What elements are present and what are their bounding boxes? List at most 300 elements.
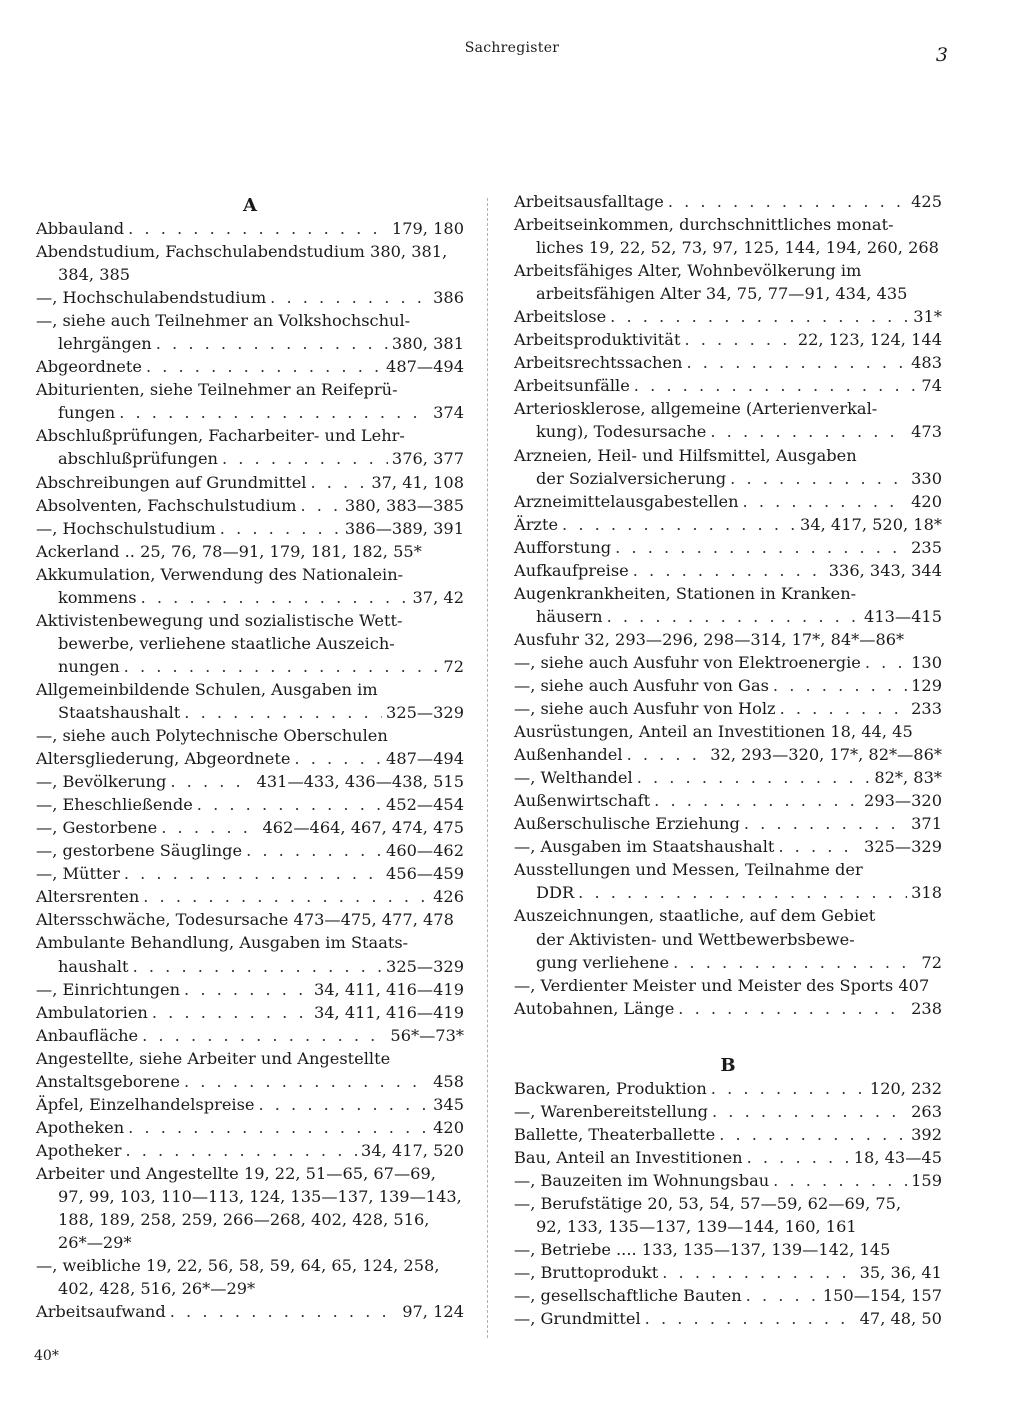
entry-term: Arbeitsrechtssachen [514, 353, 683, 373]
dot-leader [270, 286, 429, 309]
index-entry [514, 490, 942, 513]
index-entry [514, 743, 942, 766]
index-entry-line [514, 674, 942, 697]
dot-leader [161, 816, 258, 839]
dot-leader [686, 351, 907, 374]
index-entry [36, 286, 464, 309]
index-entry-line [514, 904, 942, 927]
index-entry-line [514, 190, 942, 213]
dot-leader [662, 1261, 855, 1284]
entry-page-refs: 456—459 [386, 864, 464, 884]
entry-term: der Sozialversicherung [536, 468, 727, 488]
index-entry [514, 397, 942, 443]
entry-page-refs: 35, 36, 41 [859, 1263, 942, 1283]
index-entry [36, 724, 464, 747]
dot-leader [184, 1070, 429, 1093]
index-entry-line [514, 513, 942, 536]
index-entry-line [514, 651, 942, 674]
index-entry [36, 1139, 464, 1162]
entry-term: Arzneien, Heil- und Hilfsmittel, Ausgaben [514, 445, 857, 465]
dot-leader [712, 1100, 907, 1123]
entry-page-refs: 72 [921, 952, 942, 972]
index-entry [514, 1169, 942, 1192]
index-entry-line [514, 236, 942, 259]
dot-leader [119, 401, 429, 424]
index-entry-line [514, 928, 942, 951]
index-entry [36, 839, 464, 862]
entry-term: —, gestorbene Säuglinge [36, 841, 243, 861]
entry-term: —, Grundmittel [514, 1309, 641, 1329]
entry-term: —, Gestorbene [36, 818, 158, 838]
entry-page-refs: 318 [911, 883, 942, 903]
dot-leader [678, 997, 907, 1020]
entry-page-refs: 462—464, 467, 474, 475 [262, 818, 464, 838]
index-entry-line [36, 447, 464, 470]
index-entry-line [36, 586, 464, 609]
index-entry-line [514, 605, 942, 628]
index-entry [36, 517, 464, 540]
index-entry-line [36, 378, 464, 401]
index-entry [514, 1284, 942, 1307]
entry-page-refs: 47, 48, 50 [859, 1309, 942, 1329]
index-entry-line [514, 467, 942, 490]
entry-page-refs: 325—329 [386, 956, 464, 976]
entry-page-refs: 37, 42 [412, 587, 464, 607]
index-entry-line [36, 1254, 464, 1277]
signature-mark: 40* [34, 1348, 59, 1364]
entry-page-refs: 263 [911, 1101, 942, 1121]
entry-term: häusern [536, 606, 603, 626]
index-entry-line [36, 1070, 464, 1093]
index-entry-line [514, 1284, 942, 1307]
index-entry [514, 213, 942, 259]
entry-term: Apotheker [36, 1140, 122, 1160]
entry-page-refs: 380, 383—385 [344, 495, 464, 515]
entry-term: abschlußprüfungen [58, 449, 218, 469]
index-entry [36, 978, 464, 1001]
index-entry-line [514, 1192, 942, 1215]
entry-term: arbeitsfähigen Alter 34, 75, 77—91, 434, 435 [536, 284, 908, 304]
entry-term: lehrgängen [58, 334, 152, 354]
entry-term: —, Berufstätige 20, 53, 54, 57—59, 62—69, 75, [514, 1193, 902, 1213]
entry-term: —, siehe auch Ausfuhr von Elektroenergie [514, 652, 861, 672]
entry-page-refs: 34, 417, 520, 18* [800, 514, 942, 534]
entry-term: Auszeichnungen, staatliche, auf dem Gebiet [514, 906, 876, 926]
entry-term: haushalt [58, 956, 129, 976]
index-entry-line [36, 263, 464, 286]
entry-page-refs: 72 [443, 656, 464, 676]
index-entry-line [514, 1077, 942, 1100]
index-entry-line [36, 632, 464, 655]
dot-leader [634, 374, 918, 397]
index-entry-line [514, 259, 942, 282]
entry-page-refs: 374 [433, 403, 464, 423]
index-entry [514, 628, 942, 651]
index-entry-line [36, 908, 464, 931]
entry-term: —, gesellschaftliche Bauten [514, 1286, 742, 1306]
entry-term: kung), Todesursache [536, 422, 707, 442]
entry-term: —, Bruttoprodukt [514, 1263, 659, 1283]
entry-term: —, Eheschließende [36, 795, 193, 815]
entry-page-refs: 487—494 [386, 749, 464, 769]
dot-leader [146, 355, 382, 378]
entry-page-refs: 233 [911, 699, 942, 719]
entry-page-refs: 458 [433, 1071, 464, 1091]
entry-term: Akkumulation, Verwendung des Nationalein- [36, 564, 404, 584]
entry-page-refs: 34, 417, 520 [361, 1140, 464, 1160]
entry-term: Augenkrankheiten, Stationen in Kranken- [514, 583, 857, 603]
dot-leader [124, 862, 382, 885]
index-entry-line [36, 701, 464, 724]
index-entry [514, 582, 942, 628]
index-entry [514, 766, 942, 789]
entry-page-refs: 392 [911, 1124, 942, 1144]
dot-leader [865, 651, 907, 674]
dot-leader [246, 839, 382, 862]
dot-leader [610, 305, 909, 328]
entry-page-refs: 32, 293—320, 17*, 82*—86* [710, 745, 942, 765]
entry-page-refs: 325—329 [386, 702, 464, 722]
dot-leader [654, 789, 860, 812]
entry-term: Aktivistenbewegung und sozialistische Wett- [36, 610, 403, 630]
entry-term: Staatshaushalt [58, 702, 181, 722]
index-entry-line [514, 1169, 942, 1192]
entry-term: —, siehe auch Ausfuhr von Gas [514, 675, 769, 695]
entry-page-refs: 179, 180 [391, 219, 464, 238]
entry-term: —, Warenbereitstellung [514, 1101, 709, 1121]
index-entry [514, 536, 942, 559]
entry-term: Apotheken [36, 1117, 125, 1137]
entry-term: Arbeitslose [514, 307, 607, 327]
entry-page-refs: 371 [911, 814, 942, 834]
entry-term: Ausfuhr 32, 293—296, 298—314, 17*, 84*—86* [514, 629, 905, 649]
entry-term: Ambulatorien [36, 1002, 148, 1022]
entry-term: —, siehe auch Ausfuhr von Holz [514, 699, 776, 719]
dot-leader [578, 881, 907, 904]
index-entry-line [36, 217, 464, 240]
index-entry-line [36, 1116, 464, 1139]
entry-page-refs: 82*, 83* [874, 768, 942, 788]
dot-leader [645, 1307, 856, 1330]
entry-term: 384, 385 [58, 265, 131, 285]
dot-leader [184, 701, 382, 724]
entry-term: Altersrenten [36, 887, 140, 907]
entry-page-refs: 330 [911, 468, 942, 488]
index-entry [36, 931, 464, 977]
index-entry-line [36, 839, 464, 862]
index-entry [36, 678, 464, 724]
entry-page-refs: 325—329 [864, 837, 942, 857]
entry-page-refs: 120, 232 [869, 1078, 942, 1098]
entry-term: Aufkaufpreise [514, 560, 629, 580]
entry-term: Angestellte, siehe Arbeiter und Angestellte [36, 1048, 391, 1068]
entry-page-refs: 235 [911, 537, 942, 557]
entry-page-refs: 56*—73* [390, 1025, 464, 1045]
entry-term: liches 19, 22, 52, 73, 97, 125, 144, 194, 260, 268 [536, 238, 939, 258]
entry-term: Abiturienten, siehe Teilnehmer an Reifeprü- [36, 380, 398, 400]
index-entry-line [514, 213, 942, 236]
dot-leader [673, 951, 917, 974]
index-entry-line [36, 885, 464, 908]
entry-term: Ackerland .. 25, 76, 78—91, 179, 181, 182, 55* [36, 541, 422, 561]
index-entry-line [36, 793, 464, 816]
dot-leader [607, 605, 860, 628]
index-entry-line [514, 720, 942, 743]
entry-term: —, Mütter [36, 864, 120, 884]
entry-term: Arbeitsunfälle [514, 376, 630, 396]
index-entry [36, 240, 464, 286]
index-entry-line [514, 582, 942, 605]
dot-leader [746, 1284, 819, 1307]
index-entry [36, 1093, 464, 1116]
index-entry [36, 1254, 464, 1300]
entry-term: Altersschwäche, Todesursache 473—475, 477, 478 [36, 910, 454, 930]
index-entry [36, 1162, 464, 1254]
index-entry [514, 789, 942, 812]
index-column-left [36, 190, 464, 1323]
index-entry-line [514, 1100, 942, 1123]
entry-term: —, weibliche 19, 22, 56, 58, 59, 64, 65, 124, 258, [36, 1256, 440, 1276]
entry-page-refs: 380, 381 [391, 334, 464, 354]
entry-term: Backwaren, Produktion [514, 1078, 707, 1098]
entry-term: Anstaltsgeborene [36, 1071, 180, 1091]
entry-page-refs: 37, 41, 108 [371, 472, 464, 492]
dot-leader [125, 1139, 357, 1162]
section-letter-a: A [243, 195, 257, 216]
dot-leader [222, 447, 388, 470]
entry-page-refs: 22, 123, 124, 144 [797, 330, 942, 350]
entry-term: 188, 189, 258, 259, 266—268, 402, 428, 516, [58, 1210, 430, 1230]
dot-leader [710, 420, 907, 443]
entry-term: Abschreibungen auf Grundmittel [36, 472, 307, 492]
index-entry [514, 559, 942, 582]
entry-page-refs: 130 [911, 652, 942, 672]
index-entry [514, 651, 942, 674]
index-entry [514, 190, 942, 213]
entry-page-refs: 386 [433, 288, 464, 308]
entry-term: —, Welthandel [514, 768, 633, 788]
index-entry-line [36, 724, 464, 747]
index-entry [36, 770, 464, 793]
entry-page-refs: 460—462 [386, 841, 464, 861]
entry-term: 97, 99, 103, 110—113, 124, 135—137, 139—143, [58, 1186, 462, 1206]
index-entry [36, 747, 464, 770]
entry-page-refs: 34, 411, 416—419 [313, 979, 464, 999]
index-entry [514, 444, 942, 490]
entry-term: Altersgliederung, Abgeordnete [36, 749, 291, 769]
entry-term: —, Betriebe .... 133, 135—137, 139—142, 145 [514, 1240, 891, 1260]
index-entry [36, 609, 464, 678]
index-entry-line [514, 997, 942, 1020]
entry-term: Abschlußprüfungen, Facharbeiter- und Lehr- [36, 426, 405, 446]
entry-page-refs: 487—494 [386, 357, 464, 377]
dot-leader [730, 467, 907, 490]
index-entry-line [36, 355, 464, 378]
entry-term: Autobahnen, Länge [514, 998, 675, 1018]
dot-leader [141, 586, 409, 609]
index-entry-line [36, 862, 464, 885]
index-entry-line [36, 1300, 464, 1323]
index-entry [36, 816, 464, 839]
index-entry [514, 1261, 942, 1284]
index-entry-line [514, 444, 942, 467]
entry-term: —, Hochschulabendstudium [36, 288, 267, 308]
index-entry-line [36, 332, 464, 355]
index-entry [514, 1100, 942, 1123]
index-entry-line [514, 1261, 942, 1284]
entry-term: Abbauland [36, 219, 125, 238]
index-entry-line [36, 770, 464, 793]
dot-leader [142, 1024, 386, 1047]
dot-leader [124, 655, 440, 678]
section-letter-b: B [720, 1054, 736, 1076]
index-entry-line [36, 1162, 464, 1185]
index-entry [36, 885, 464, 908]
entry-term: 26*—29* [58, 1233, 132, 1253]
entry-term: kommens [58, 587, 137, 607]
index-entry-line [514, 951, 942, 974]
index-entry [36, 471, 464, 494]
index-entry-line [36, 747, 464, 770]
index-entry [514, 259, 942, 305]
index-entry [514, 1123, 942, 1146]
entry-page-refs: 425 [911, 192, 942, 211]
entry-term: —, Ausgaben im Staatshaushalt [514, 837, 775, 857]
index-entry-line [36, 494, 464, 517]
entry-term: 92, 133, 135—137, 139—144, 160, 161 [536, 1216, 857, 1236]
index-entry-line [514, 536, 942, 559]
entry-page-refs: 293—320 [864, 791, 942, 811]
index-entry-line [514, 697, 942, 720]
entry-term: fungen [58, 403, 116, 423]
index-entry-line [36, 655, 464, 678]
dot-leader [294, 747, 382, 770]
entry-term: Arzneimittelausgabestellen [514, 491, 739, 511]
dot-leader [633, 559, 825, 582]
entry-term: —, Bauzeiten im Wohnungsbau [514, 1170, 770, 1190]
entry-term: —, Einrichtungen [36, 979, 181, 999]
dot-leader [684, 328, 793, 351]
index-entry [514, 1146, 942, 1169]
index-entry-line [36, 816, 464, 839]
dot-leader [773, 674, 907, 697]
index-entry-line [36, 978, 464, 1001]
entry-term: Arbeitsproduktivität [514, 330, 681, 350]
index-entry-line [514, 397, 942, 420]
section-spacer [514, 1020, 942, 1050]
entry-term: Anbaufläche [36, 1025, 139, 1045]
index-entry [36, 217, 464, 240]
entry-term: Äpfel, Einzelhandelspreise [36, 1094, 255, 1114]
index-entry [36, 1001, 464, 1024]
dot-leader [773, 1169, 907, 1192]
index-entry [36, 862, 464, 885]
index-entry [514, 697, 942, 720]
index-entry-line [514, 1146, 942, 1169]
entry-term: Außenwirtschaft [514, 791, 651, 811]
index-entry [514, 674, 942, 697]
entry-page-refs: 420 [433, 1117, 464, 1137]
entry-page-refs: 420 [911, 491, 942, 511]
entry-page-refs: 18, 43—45 [853, 1147, 942, 1167]
dot-leader [170, 1300, 398, 1323]
index-entry [514, 513, 942, 536]
index-entry-line [36, 309, 464, 332]
index-entry [514, 374, 942, 397]
index-entry-line [514, 305, 942, 328]
dot-leader [615, 536, 907, 559]
dot-leader [747, 1146, 850, 1169]
index-entry [514, 858, 942, 904]
dot-leader [152, 1001, 310, 1024]
index-entry-line [514, 328, 942, 351]
dot-leader [220, 517, 341, 540]
index-entry-line [514, 1123, 942, 1146]
index-entry-line [514, 1238, 942, 1261]
index-entry [36, 1070, 464, 1093]
index-entry-line [36, 1185, 464, 1208]
entry-term: Absolventen, Fachschulstudium [36, 495, 297, 515]
dot-leader [184, 978, 310, 1001]
index-entry [36, 494, 464, 517]
entry-page-refs: 413—415 [864, 606, 942, 626]
dot-leader [743, 490, 908, 513]
entry-term: Ballette, Theaterballette [514, 1124, 716, 1144]
dot-leader [637, 766, 871, 789]
entry-term: Arbeitseinkommen, durchschnittliches monat- [514, 215, 894, 235]
entry-term: Aufforstung [514, 537, 612, 557]
entry-term: —, Hochschulstudium [36, 518, 216, 538]
entry-page-refs: 150—154, 157 [822, 1286, 942, 1306]
entry-page-refs: 34, 411, 416—419 [313, 1002, 464, 1022]
dot-leader [562, 513, 796, 536]
index-entry [36, 424, 464, 470]
index-entry-line [514, 628, 942, 651]
index-entry-line [514, 351, 942, 374]
index-entry-line [36, 286, 464, 309]
index-entry [514, 305, 942, 328]
entry-term: bewerbe, verliehene staatliche Auszeich- [58, 633, 395, 653]
index-entry [514, 812, 942, 835]
index-entry [36, 563, 464, 609]
index-entry [514, 1192, 942, 1238]
index-entry-line [514, 881, 942, 904]
index-entry-line [36, 955, 464, 978]
index-entry-line [36, 240, 464, 263]
index-entry-line [36, 1208, 464, 1231]
entry-page-refs: 129 [911, 675, 942, 695]
index-entry [36, 355, 464, 378]
entry-page-refs: 452—454 [386, 795, 464, 815]
entry-page-refs: 483 [911, 353, 942, 373]
column-divider [487, 198, 488, 1338]
index-entry-line [514, 1215, 942, 1238]
index-entry-line [514, 766, 942, 789]
entry-term: nungen [58, 656, 120, 676]
entry-page-refs: 473 [911, 422, 942, 442]
index-entry [36, 1024, 464, 1047]
entry-term: der Aktivisten- und Wettbewerbsbewe- [536, 929, 855, 949]
dot-leader [156, 332, 388, 355]
entry-term: Allgemeinbildende Schulen, Ausgaben im [36, 679, 378, 699]
entry-page-refs: 159 [911, 1170, 942, 1190]
dot-leader [719, 1123, 907, 1146]
index-entry-line [36, 517, 464, 540]
entry-term: Ausstellungen und Messen, Teilnahme der [514, 860, 863, 880]
entry-term: Ärzte [514, 514, 559, 534]
entry-page-refs: 336, 343, 344 [828, 560, 942, 580]
index-entry [514, 974, 942, 997]
